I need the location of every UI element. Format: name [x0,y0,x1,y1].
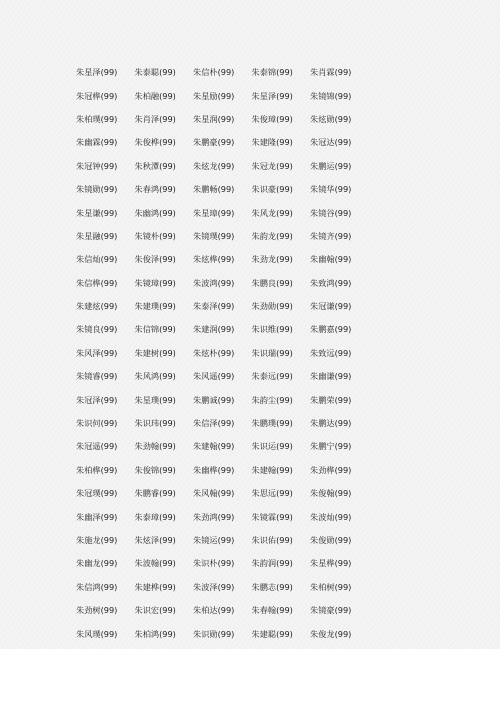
name-entry: 朱俊龙(99) [310,628,352,639]
name-entry: 朱炫勋(99) [310,113,352,124]
name-entry: 朱俊锦(99) [134,464,176,475]
name-entry: 朱鹏荣(99) [310,394,352,405]
name-entry: 朱识维(99) [251,324,293,335]
name-entry: 朱韵尘(99) [251,394,293,405]
name-entry: 朱柏璞(99) [76,113,118,124]
name-row [76,178,376,201]
name-row [76,272,376,295]
name-entry: 朱星润(99) [193,113,235,124]
name-entry: 朱韵龙(99) [251,230,293,241]
name-entry: 朱冠璞(99) [76,488,118,499]
name-row [76,599,376,622]
name-entry: 朱鹏睿(99) [134,488,176,499]
name-entry: 朱识豪(99) [251,184,293,195]
name-row [76,61,376,84]
name-row [76,459,376,482]
name-row [76,365,376,388]
name-entry: 朱镜豪(99) [310,605,352,616]
name-entry: 朱致鸿(99) [310,277,352,288]
name-row [76,576,376,599]
name-entry: 朱信灿(99) [76,254,118,265]
name-entry: 朱幽龙(99) [76,558,118,569]
name-entry: 朱俊桦(99) [134,137,176,148]
name-entry: 朱冠达(99) [310,137,352,148]
name-entry: 朱鹏运(99) [310,160,352,171]
name-row [76,108,376,131]
name-entry: 朱柏桦(99) [76,464,118,475]
name-entry: 朱风遥(99) [193,371,235,382]
name-entry: 朱鹏诚(99) [193,394,235,405]
name-entry: 朱波泽(99) [193,581,235,592]
name-entry: 朱建桦(99) [134,581,176,592]
name-entry: 朱劲鸿(99) [193,511,235,522]
name-entry: 朱镜运(99) [193,535,235,545]
name-entry: 朱镜良(99) [76,324,118,335]
name-entry: 朱识运(99) [251,441,293,452]
name-entry: 朱鹏畅(99) [193,184,235,195]
name-entry: 朱风鸿(99) [134,371,176,382]
name-entry: 朱冠谦(99) [310,301,352,312]
name-entry: 朱肖霖(99) [310,67,352,78]
name-entry: 朱波鸿(99) [193,277,235,288]
name-row [76,622,376,645]
name-row [76,248,376,271]
name-entry: 朱俊勋(99) [310,535,352,545]
name-entry: 朱风龙(99) [251,207,293,218]
name-entry: 朱泰璋(99) [134,511,176,522]
name-entry: 朱识勋(99) [193,628,235,639]
name-entry: 朱星融(99) [76,230,118,241]
name-entry: 朱幽谦(99) [310,371,352,382]
name-entry: 朱星泽(99) [251,90,293,101]
name-entry: 朱幽泽(99) [76,511,118,522]
name-entry: 朱建璞(99) [134,301,176,312]
name-entry: 朱炫泽(99) [134,535,176,545]
name-entry: 朱星璞(99) [134,394,176,405]
name-entry: 朱泰泽(99) [193,301,235,312]
name-entry: 朱建翰(99) [251,464,293,475]
name-entry: 朱鹏嘉(99) [310,324,352,335]
name-entry: 朱柏融(99) [134,90,176,101]
name-entry: 朱镜璋(99) [134,277,176,288]
name-entry: 朱识朴(99) [193,558,235,569]
name-entry: 朱劲勋(99) [251,301,293,312]
name-entry: 朱冠龙(99) [251,160,293,171]
name-entry: 朱镜霖(99) [251,511,293,522]
name-entry: 朱施龙(99) [76,535,118,545]
name-entry: 朱秋潭(99) [134,160,176,171]
name-row [76,388,376,411]
name-entry: 朱俊璋(99) [251,113,293,124]
page-bottom-margin [0,649,500,707]
name-entry: 朱信桦(99) [76,277,118,288]
name-entry: 朱镜勋(99) [76,184,118,195]
name-entry: 朱星璋(99) [193,207,235,218]
name-entry: 朱建润(99) [193,324,235,335]
name-entry: 朱识玮(99) [134,418,176,429]
name-entry: 朱韵润(99) [251,558,293,569]
name-entry: 朱俊翰(99) [310,488,352,499]
name-entry: 朱劲桦(99) [310,464,352,475]
name-row [76,552,376,575]
name-entry: 朱识佑(99) [251,535,293,545]
name-entry: 朱春翰(99) [251,605,293,616]
name-entry: 朱泰锦(99) [251,67,293,78]
name-entry: 朱鹏璞(99) [251,418,293,429]
name-entry: 朱柏鸿(99) [134,628,176,639]
name-entry: 朱泰聪(99) [134,67,176,78]
name-entry: 朱建树(99) [134,347,176,358]
name-entry: 朱冠泽(99) [76,394,118,405]
name-entry: 朱建翰(99) [193,441,235,452]
name-entry: 朱泰远(99) [251,371,293,382]
name-entry: 朱星泽(99) [76,67,118,78]
name-entry: 朱建聪(99) [251,628,293,639]
name-entry: 朱劲龙(99) [251,254,293,265]
name-entry: 朱鹏达(99) [310,418,352,429]
name-entry: 朱思远(99) [251,488,293,499]
name-entry: 朱镜锦(99) [310,90,352,101]
name-entry: 朱波翰(99) [134,558,176,569]
name-entry: 朱劲翰(99) [134,441,176,452]
name-entry: 朱建炫(99) [76,301,118,312]
name-entry: 朱镜睿(99) [76,371,118,382]
name-entry: 朱建隆(99) [251,137,293,148]
name-entry: 朱信鸿(99) [76,581,118,592]
name-entry: 朱星励(99) [193,90,235,101]
name-row [76,225,376,248]
name-row [76,342,376,365]
name-entry: 朱幽鸿(99) [134,207,176,218]
name-row [76,201,376,224]
name-entry: 朱春鸿(99) [134,184,176,195]
name-entry: 朱波灿(99) [310,511,352,522]
name-entry: 朱星桦(99) [310,558,352,569]
name-entry: 朱信锦(99) [134,324,176,335]
name-entry: 朱炫桦(99) [193,254,235,265]
name-entry: 朱冠桦(99) [76,90,118,101]
name-row [76,131,376,154]
name-entry: 朱镜齐(99) [310,230,352,241]
name-entry: 朱幽霖(99) [76,137,118,148]
name-entry: 朱风璞(99) [76,628,118,639]
name-entry: 朱识宏(99) [134,605,176,616]
name-entry: 朱镜华(99) [310,184,352,195]
name-entry: 朱识瑞(99) [251,347,293,358]
name-entry: 朱冠钟(99) [76,160,118,171]
name-entry: 朱炫朴(99) [193,347,235,358]
name-entry: 朱俊泽(99) [134,254,176,265]
name-entry: 朱劲树(99) [76,605,118,616]
name-entry: 朱镜璞(99) [193,230,235,241]
name-entry: 朱风泽(99) [76,347,118,358]
name-entry: 朱镜朴(99) [134,230,176,241]
name-entry: 朱信朴(99) [193,67,235,78]
name-row [76,295,376,318]
name-entry: 朱致远(99) [310,347,352,358]
name-entry: 朱鹏宁(99) [310,441,352,452]
name-entry: 朱炫龙(99) [193,160,235,171]
name-entry: 朱星谦(99) [76,207,118,218]
name-entry: 朱鹏志(99) [251,581,293,592]
name-entry: 朱信泽(99) [193,418,235,429]
name-entry: 朱柏达(99) [193,605,235,616]
name-entry: 朱镜谷(99) [310,207,352,218]
name-entry: 朱鹏豪(99) [193,137,235,148]
name-entry: 朱肖泽(99) [134,113,176,124]
name-row [76,435,376,458]
name-entry: 朱风翰(99) [193,488,235,499]
name-list-grid [76,61,376,646]
name-entry: 朱识何(99) [76,418,118,429]
name-row [76,529,376,552]
name-entry: 朱幽桦(99) [193,464,235,475]
name-row [76,318,376,341]
name-entry: 朱柏树(99) [310,581,352,592]
name-row [76,155,376,178]
name-row [76,412,376,435]
name-row [76,482,376,505]
name-entry: 朱幽翰(99) [310,254,352,265]
name-row [76,505,376,528]
name-entry: 朱冠遥(99) [76,441,118,452]
name-row [76,84,376,107]
name-entry: 朱鹏良(99) [251,277,293,288]
